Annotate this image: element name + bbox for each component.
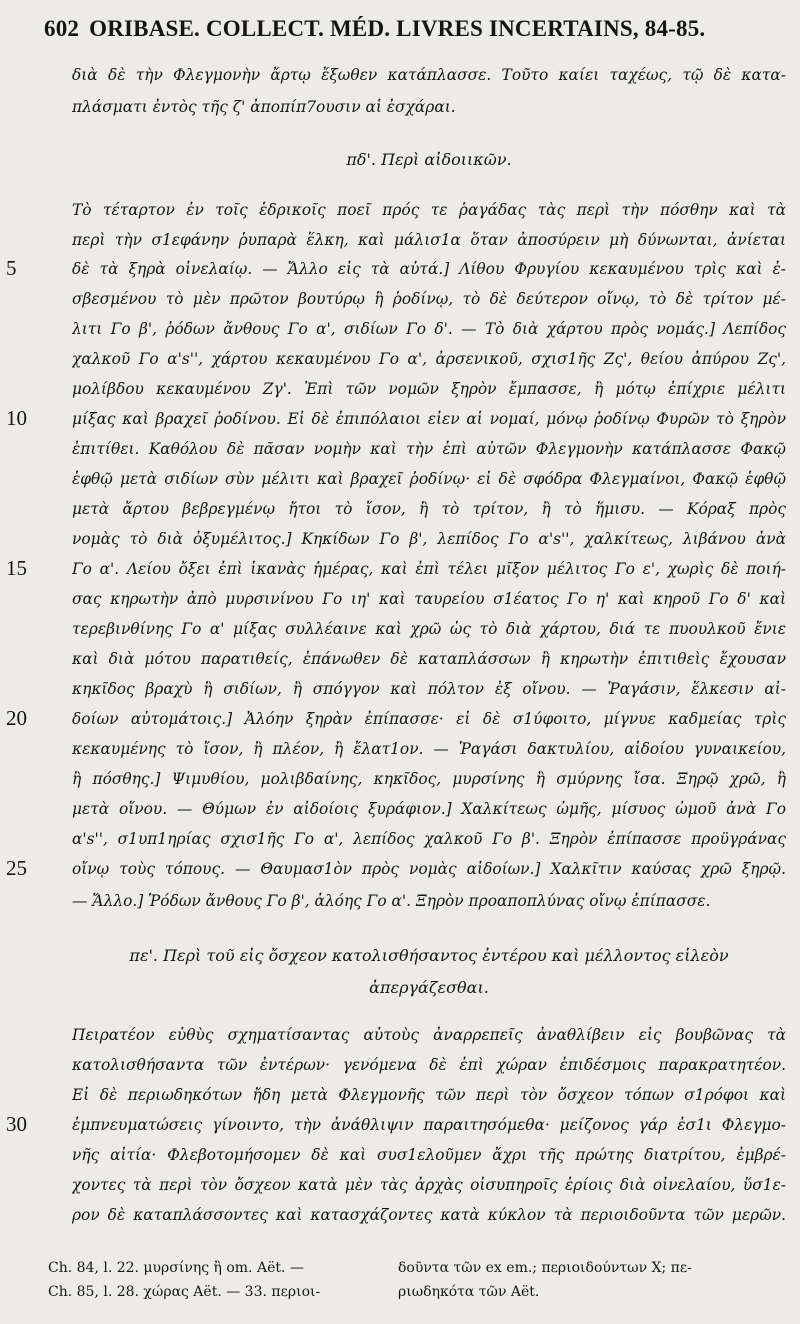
text-line: α's'', σ1υπ1ηρίας σχισ1ῆς Γο α', λεπίδος χαλκοῦ Γο β'. Ξηρὸν ἐπίπασσε προϋγράνας bbox=[72, 830, 786, 848]
text-line: δοίων αὐτομάτοις.] Ἀλόην ξηρὰν ἐπίπασσε· εἰ δὲ σ1ύφοιτο, μίγνυε καδμείας τρὶς bbox=[72, 710, 786, 728]
text-line: δὲ τὰ ξηρὰ οἰνελαίῳ. — Ἄλλο εἰς τὰ αὐτά.] Λίθου Φρυγίου κεκαυμένου τρὶς καὶ ἐ- bbox=[72, 260, 786, 278]
chapter-heading-85: πε'. Περὶ τοῦ εἰς ὄσχεον κατολισθήσαντος ἐντέρου καὶ μέλλοντος εἰλεὸν bbox=[129, 946, 729, 965]
note-line: δοῦντα τῶν ex em.; περιοιδούντων X; πε- bbox=[398, 1260, 692, 1276]
line-number: 5 bbox=[6, 256, 17, 280]
text-line: διὰ δὲ τὴν Φλεγμονὴν ἄρτῳ ἔξωθεν κατάπλασσε. Τοῦτο καίει ταχέως, τῷ δὲ κατα- bbox=[72, 66, 786, 84]
text-line: ἐπιτίθει. Καθόλου δὲ πᾶσαν νομὴν καὶ τὴν ἐπὶ αὐτῶν Φλεγμονὴν κατάπλασσε Φακῷ bbox=[72, 440, 786, 458]
line-number: 30 bbox=[6, 1112, 27, 1136]
text-line: πλάσματι ἐντὸς τῆς ζ' ἀποπίπ7ουσιν αἱ ἐσχάραι. bbox=[72, 98, 456, 116]
text-line: — Ἄλλο.] Ῥόδων ἄνθους Γο β', ἀλόης Γο α'. Ξηρὸν προαποπλύνας οἴνῳ ἐπίπασσε. bbox=[72, 892, 711, 910]
text-line: Τὸ τέταρτον ἐν τοῖς ἑδρικοῖς ποεῖ πρός τε ῥαγάδας τὰς περὶ τὴν πόσθην καὶ τὰ bbox=[72, 201, 786, 219]
text-line: ἐμπνευματώσεις γίνοιντο, τὴν ἀνάθλιψιν παραιτησόμεθα· μείζονος γάρ ἐσ1ι Φλεγμο- bbox=[72, 1116, 786, 1134]
text-line: λιτι Γο β', ῥόδων ἄνθους Γο α', σιδίων Γο δ'. — Τὸ διὰ χάρτου πρὸς νομάς.] Λεπίδος bbox=[72, 320, 786, 338]
text-line: νῆς αἰτία· Φλεβοτομήσομεν δὲ καὶ συσ1ελοῦμεν ἄχρι τῆς πρώτης διατρίτου, ἐμβρέ- bbox=[72, 1146, 786, 1164]
text-line: σβεσμένου τὸ μὲν πρῶτον βουτύρῳ ἢ ῥοδίνῳ, τὸ δὲ δεύτερον οἴνῳ, τὸ δὲ τρίτον μέ- bbox=[72, 290, 786, 308]
text-line: νομὰς τὸ διὰ ὀξυμέλιτος.] Κηκίδων Γο β', λεπίδος Γο α's'', χαλκίτεως, λιβάνου ἀνὰ bbox=[72, 530, 786, 548]
text-line: σας κηρωτὴν ἀπὸ μυρσινίνου Γο ιη' καὶ ταυρείου σ1έατος Γο η' καὶ κηροῦ Γο δ' καὶ bbox=[72, 590, 786, 608]
text-line: Πειρατέον εὐθὺς σχηματίσαντας αὐτοὺς ἀναρρεπεῖς ἀναθλίβειν εἰς βουβῶνας τὰ bbox=[72, 1026, 786, 1044]
note-line: ριωδηκότα τῶν Aët. bbox=[398, 1284, 540, 1300]
text-line: μίξας καὶ βραχεῖ ῥοδίνου. Εἰ δὲ ἐπιπόλαιοι εἶεν αἱ νομαί, μόνῳ ῥοδίνῳ Φυρῶν τὸ ξηρὸν bbox=[72, 410, 786, 428]
text-line: μολίβδου κεκαυμένου Ζγ'. Ἐπὶ τῶν νομῶν ξηρὸν ἔμπασσε, ἢ μότῳ ἐπίχριε μέλιτι bbox=[72, 380, 786, 398]
chapter-heading-84: πδ'. Περὶ αἰδοιικῶν. bbox=[346, 150, 512, 169]
line-number: 25 bbox=[6, 856, 27, 880]
text-line: καὶ διὰ μότου παρατιθείς, ἐπάνωθεν δὲ καταπλάσσων ἢ κηρωτὴν ἐπιτιθεὶς ἔχουσαν bbox=[72, 650, 786, 668]
running-header bbox=[44, 16, 774, 42]
chapter-heading-85-cont: ἀπεργάζεσθαι. bbox=[369, 978, 489, 997]
line-number: 20 bbox=[6, 706, 27, 730]
text-line: ρον δὲ καταπλάσσοντες καὶ κατασχάζοντες κατὰ κύκλον τὰ περιοιδοῦντα τῶν μερῶν. bbox=[72, 1206, 786, 1224]
text-line: περὶ τὴν σ1εφάνην ῥυπαρὰ ἕλκη, καὶ μάλισ1α ὅταν ἀποσύρειν μὴ δύνωνται, ἀνίεται bbox=[72, 231, 786, 249]
text-line: μετὰ ἄρτου βεβρεγμένῳ ἤτοι τὸ ἴσον, ἢ τὸ τρίτον, ἢ τὸ ἥμισυ. — Κόραξ πρὸς bbox=[72, 500, 786, 518]
text-line: χαλκοῦ Γο α's'', χάρτου κεκαυμένου Γο α', ἀρσενικοῦ, σχισ1ῆς Ζς', θείου ἀπύρου Ζς', bbox=[72, 350, 786, 368]
text-line: μετὰ οἴνου. — Θύμων ἐν αἰδοίοις ξυράφιον.] Χαλκίτεως ὠμῆς, μίσυος ὠμοῦ ἀνὰ Γο bbox=[72, 800, 786, 818]
line-number: 10 bbox=[6, 406, 27, 430]
note-line: Ch. 84, l. 22. μυρσίνης ἢ om. Aët. — bbox=[48, 1260, 304, 1276]
text-line: κατολισθήσαντα τῶν ἐντέρων· γενόμενα δὲ ἐπὶ χώραν ἐπιδέσμοις παρακρατητέον. bbox=[72, 1056, 786, 1074]
text-line: κεκαυμένης τὸ ἴσον, ἢ πλέον, ἢ ἔλατ1ον. — Ῥαγάσι δακτυλίου, αἰδοίου γυναικείου, bbox=[72, 740, 786, 758]
text-line: χοντες τὰ περὶ τὸν ὄσχεον κατὰ μὲν τὰς ἀρχὰς οἰσυπηροῖς ἐρίοις διὰ οἰνελαίου, ὕσ1ε- bbox=[72, 1176, 786, 1194]
text-line: ἑφθῷ μετὰ σιδίων σὺν μέλιτι καὶ βραχεῖ ῥοδίνῳ· εἰ δὲ σφόδρα Φλεγμαίνοι, Φακῷ ἑφθῷ bbox=[72, 470, 786, 488]
text-line: οἴνῳ τοὺς τόπους. — Θαυμασ1ὸν πρὸς νομὰς αἰδοίων.] Χαλκῖτιν καύσας χρῶ ξηρῷ. bbox=[72, 860, 786, 878]
text-line: Εἰ δὲ περιωδηκότων ἤδη μετὰ Φλεγμονῆς τῶν περὶ τὸν ὄσχεον τόπων σ1ρόφοι καὶ bbox=[72, 1086, 786, 1104]
running-title: ORIBASE. COLLECT. MÉD. LIVRES INCERTAINS, 84-85. bbox=[89, 16, 706, 41]
text-line: Γο α'. Λείου ὄξει ἐπὶ ἱκανὰς ἡμέρας, καὶ ἐπὶ τέλει μῖξον μέλιτος Γο ε', χωρὶς δὲ ποιή- bbox=[72, 560, 786, 578]
text-line: τερεβινθίνης Γο α' μίξας συλλέαινε καὶ χρῶ ὡς τὸ διὰ χάρτου, διά τε πυουλκοῦ ἔνιε bbox=[72, 620, 786, 638]
line-number: 15 bbox=[6, 556, 27, 580]
text-line: ἢ πόσθης.] Ψιμυθίου, μολιβδαίνης, κηκῖδος, μυρσίνης ἢ σμύρνης ἴσα. Ξηρῷ χρῶ, ἢ bbox=[72, 770, 786, 788]
note-line: Ch. 85, l. 28. χώρας Aët. — 33. περιοι- bbox=[48, 1284, 321, 1300]
page-number: 602 bbox=[44, 16, 80, 41]
apparatus-notes-right bbox=[398, 1256, 778, 1304]
apparatus-notes-left bbox=[48, 1256, 398, 1304]
text-line: κηκῖδος βραχὺ ἢ σιδίων, ἢ σπόγγον καὶ πόλτον ἐξ οἴνου. — Ῥαγάσιν, ἕλκεσιν αἰ- bbox=[72, 680, 786, 698]
